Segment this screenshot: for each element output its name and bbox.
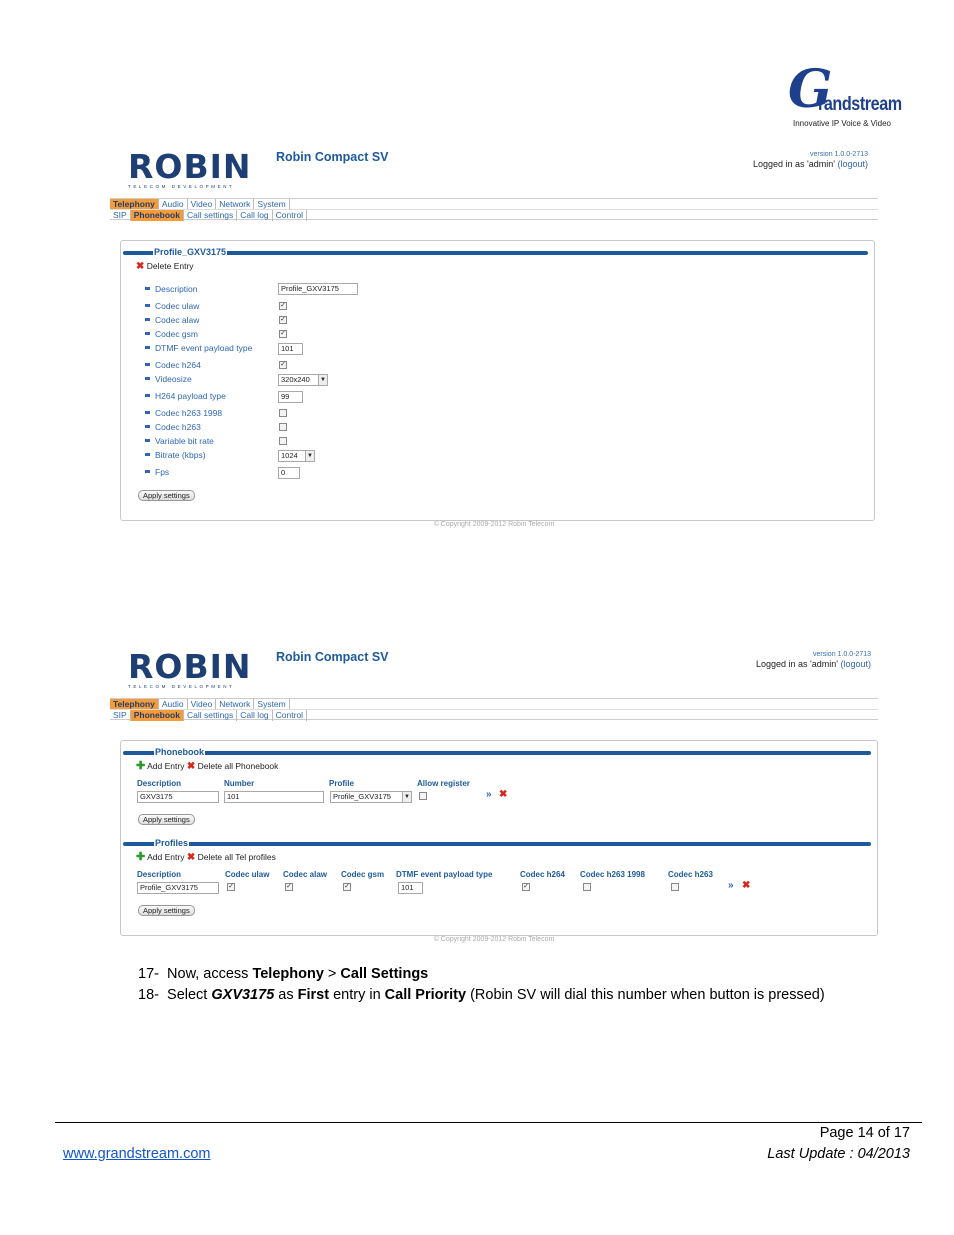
apply-settings-button[interactable]: Apply settings <box>138 814 195 825</box>
logo-mark: G <box>788 59 833 120</box>
pr-h264-checkbox[interactable]: ✓ <box>523 883 529 890</box>
pb-profile-select[interactable]: Profile_GXV3175 ▼ <box>330 791 412 803</box>
main-menu <box>110 698 878 709</box>
pr-h263-checkbox[interactable] <box>671 883 679 891</box>
pr-col-codec-h264: Codec h264 <box>520 870 565 879</box>
logo-tagline: Innovative IP Voice & Video <box>793 119 891 128</box>
chevron-down-icon: ▼ <box>402 792 411 802</box>
pb-col-description: Description <box>137 779 182 788</box>
version-label: version 1.0.0-2713 <box>810 151 868 158</box>
menu-telephony[interactable]: Telephony <box>110 699 159 710</box>
plus-icon: ✚ <box>136 760 146 772</box>
add-entry-action[interactable]: ✚ Add Entry ✖ Delete all Phonebook <box>136 760 279 772</box>
field-codec-ulaw: Codec ulaw <box>145 300 199 312</box>
field-codec-h264: Codec h264 <box>145 359 201 371</box>
submenu-sip[interactable]: SIP <box>110 710 131 721</box>
screenshot-phonebook <box>108 640 880 948</box>
phonebook-panel <box>120 740 878 936</box>
menu-video[interactable]: Video <box>188 699 217 710</box>
pr-gsm-checkbox[interactable]: ✓ <box>344 883 350 890</box>
pr-h263-1998-checkbox[interactable] <box>583 883 591 891</box>
field-videosize: Videosize <box>145 373 192 385</box>
field-codec-h263: Codec h263 <box>145 421 201 433</box>
codec-h263-checkbox[interactable] <box>279 423 287 431</box>
pr-col-codec-gsm: Codec gsm <box>341 870 385 879</box>
main-menu <box>110 198 878 209</box>
profile-panel <box>120 240 875 521</box>
bitrate-select[interactable]: 1024 ▼ <box>278 450 315 462</box>
field-dtmf: DTMF event payload type <box>145 342 252 354</box>
robin-logo: ROBIN TELECOM DEVELOPMENT <box>128 147 252 189</box>
instruction-steps <box>138 964 825 1006</box>
menu-audio[interactable]: Audio <box>159 199 188 210</box>
videosize-select[interactable]: 320x240 ▼ <box>278 374 328 386</box>
profile-legend: Profile_GXV3175 <box>154 247 227 257</box>
pr-col-codec-h263-1998: Codec h263 1998 <box>580 870 645 879</box>
pr-col-description: Description <box>137 870 182 879</box>
pb-col-allow-register: Allow register <box>417 779 470 788</box>
submenu-call-log[interactable]: Call log <box>237 210 272 221</box>
logout-link[interactable]: (logout) <box>837 159 868 169</box>
phonebook-legend: Phonebook <box>155 747 204 757</box>
submenu-phonebook[interactable]: Phonebook <box>131 710 184 721</box>
submenu-call-log[interactable]: Call log <box>237 710 272 721</box>
grandstream-logo <box>788 59 902 132</box>
pb-col-profile: Profile <box>329 779 354 788</box>
description-input[interactable]: Profile_GXV3175 <box>278 283 358 295</box>
profiles-legend: Profiles <box>155 838 189 848</box>
fps-input[interactable]: 0 <box>278 467 300 479</box>
pb-allow-register-checkbox[interactable] <box>419 792 427 800</box>
field-codec-gsm: Codec gsm <box>145 328 198 340</box>
step-18: 18- Select GXV3175 as First entry in Call Priority (Robin SV will dial this number when button is pressed) <box>138 987 825 1003</box>
submenu-control[interactable]: Control <box>273 710 307 721</box>
double-chevron-icon[interactable]: » <box>728 880 734 891</box>
plus-icon: ✚ <box>136 851 146 863</box>
codec-alaw-checkbox[interactable]: ✓ <box>280 316 286 323</box>
chevron-down-icon: ▼ <box>305 451 314 461</box>
codec-h264-checkbox[interactable]: ✓ <box>280 361 286 368</box>
codec-h263-1998-checkbox[interactable] <box>279 409 287 417</box>
footer-rule <box>55 1122 922 1123</box>
page-number: Page 14 of 17 <box>819 1125 910 1141</box>
delete-row-icon[interactable]: ✖ <box>499 789 508 800</box>
delete-icon: ✖ <box>186 761 196 772</box>
field-h264-payload: H264 payload type <box>145 390 226 402</box>
step-17: 17- Now, access Telephony > Call Settings <box>138 966 429 982</box>
double-chevron-icon[interactable]: » <box>486 789 492 800</box>
delete-all-tel-profiles-action[interactable]: Delete all Tel profiles <box>197 852 276 862</box>
delete-row-icon[interactable]: ✖ <box>742 880 751 891</box>
pb-number-input[interactable]: 101 <box>224 791 324 803</box>
sub-menu <box>110 209 878 220</box>
copyright: © Copyright 2009-2012 Robin Telecom <box>433 936 555 943</box>
delete-icon: ✖ <box>136 261 145 272</box>
delete-all-phonebook-action[interactable]: Delete all Phonebook <box>197 761 279 771</box>
pr-ulaw-checkbox[interactable]: ✓ <box>228 883 234 890</box>
field-bitrate: Bitrate (kbps) <box>145 449 206 461</box>
last-update: Last Update : 04/2013 <box>767 1146 910 1162</box>
menu-network[interactable]: Network <box>216 199 254 210</box>
menu-system[interactable]: System <box>254 699 289 710</box>
menu-video[interactable]: Video <box>188 199 217 210</box>
apply-settings-button[interactable]: Apply settings <box>138 490 195 501</box>
menu-network[interactable]: Network <box>216 699 254 710</box>
logo-word: randstream <box>818 94 902 115</box>
menu-system[interactable]: System <box>254 199 289 210</box>
sub-menu <box>110 709 878 720</box>
pr-col-codec-ulaw: Codec ulaw <box>225 870 270 879</box>
pr-alaw-checkbox[interactable]: ✓ <box>286 883 292 890</box>
field-codec-alaw: Codec alaw <box>145 314 199 326</box>
logged-in-label: Logged in as 'admin' (logout) <box>752 159 868 169</box>
pr-col-dtmf: DTMF event payload type <box>396 870 493 879</box>
robin-logo: ROBIN TELECOM DEVELOPMENT <box>128 647 252 689</box>
submenu-call-settings[interactable]: Call settings <box>184 710 237 721</box>
menu-telephony[interactable]: Telephony <box>110 199 159 210</box>
pr-col-codec-alaw: Codec alaw <box>283 870 328 879</box>
h264-payload-input[interactable]: 99 <box>278 391 303 403</box>
logged-in-label: Logged in as 'admin' (logout) <box>755 659 871 669</box>
submenu-phonebook[interactable]: Phonebook <box>131 210 184 221</box>
field-variable-bit-rate: Variable bit rate <box>145 435 214 447</box>
submenu-control[interactable]: Control <box>273 210 307 221</box>
pb-description-input[interactable]: GXV3175 <box>137 791 219 803</box>
copyright: © Copyright 2009-2012 Robin Telecom <box>433 521 555 528</box>
pr-col-codec-h263: Codec h263 <box>668 870 713 879</box>
variable-bit-rate-checkbox[interactable] <box>279 437 287 445</box>
chevron-down-icon: ▼ <box>318 375 327 385</box>
submenu-call-settings[interactable]: Call settings <box>184 210 237 221</box>
screenshot-profile <box>108 140 880 532</box>
website-link[interactable]: www.grandstream.com <box>63 1146 211 1162</box>
dtmf-input[interactable]: 101 <box>278 343 303 355</box>
logout-link[interactable]: (logout) <box>840 659 871 669</box>
pb-col-number: Number <box>224 779 255 788</box>
product-title: Robin Compact SV <box>276 150 389 164</box>
field-codec-h263-1998: Codec h263 1998 <box>145 407 222 419</box>
delete-entry-action[interactable]: ✖ Delete Entry <box>136 261 194 272</box>
product-title: Robin Compact SV <box>276 650 389 664</box>
submenu-sip[interactable]: SIP <box>110 210 131 221</box>
apply-settings-button-2[interactable]: Apply settings <box>138 905 195 916</box>
pr-dtmf-input[interactable]: 101 <box>398 882 423 894</box>
add-entry-action-2[interactable]: ✚ Add Entry ✖ Delete all Tel profiles <box>136 851 276 863</box>
pr-description-input[interactable]: Profile_GXV3175 <box>137 882 219 894</box>
field-fps: Fps <box>145 466 169 478</box>
codec-ulaw-checkbox[interactable]: ✓ <box>280 302 286 309</box>
version-label: version 1.0.0-2713 <box>813 651 871 658</box>
delete-icon: ✖ <box>186 852 196 863</box>
field-description: Description <box>145 283 198 295</box>
codec-gsm-checkbox[interactable]: ✓ <box>280 330 286 337</box>
menu-audio[interactable]: Audio <box>159 699 188 710</box>
